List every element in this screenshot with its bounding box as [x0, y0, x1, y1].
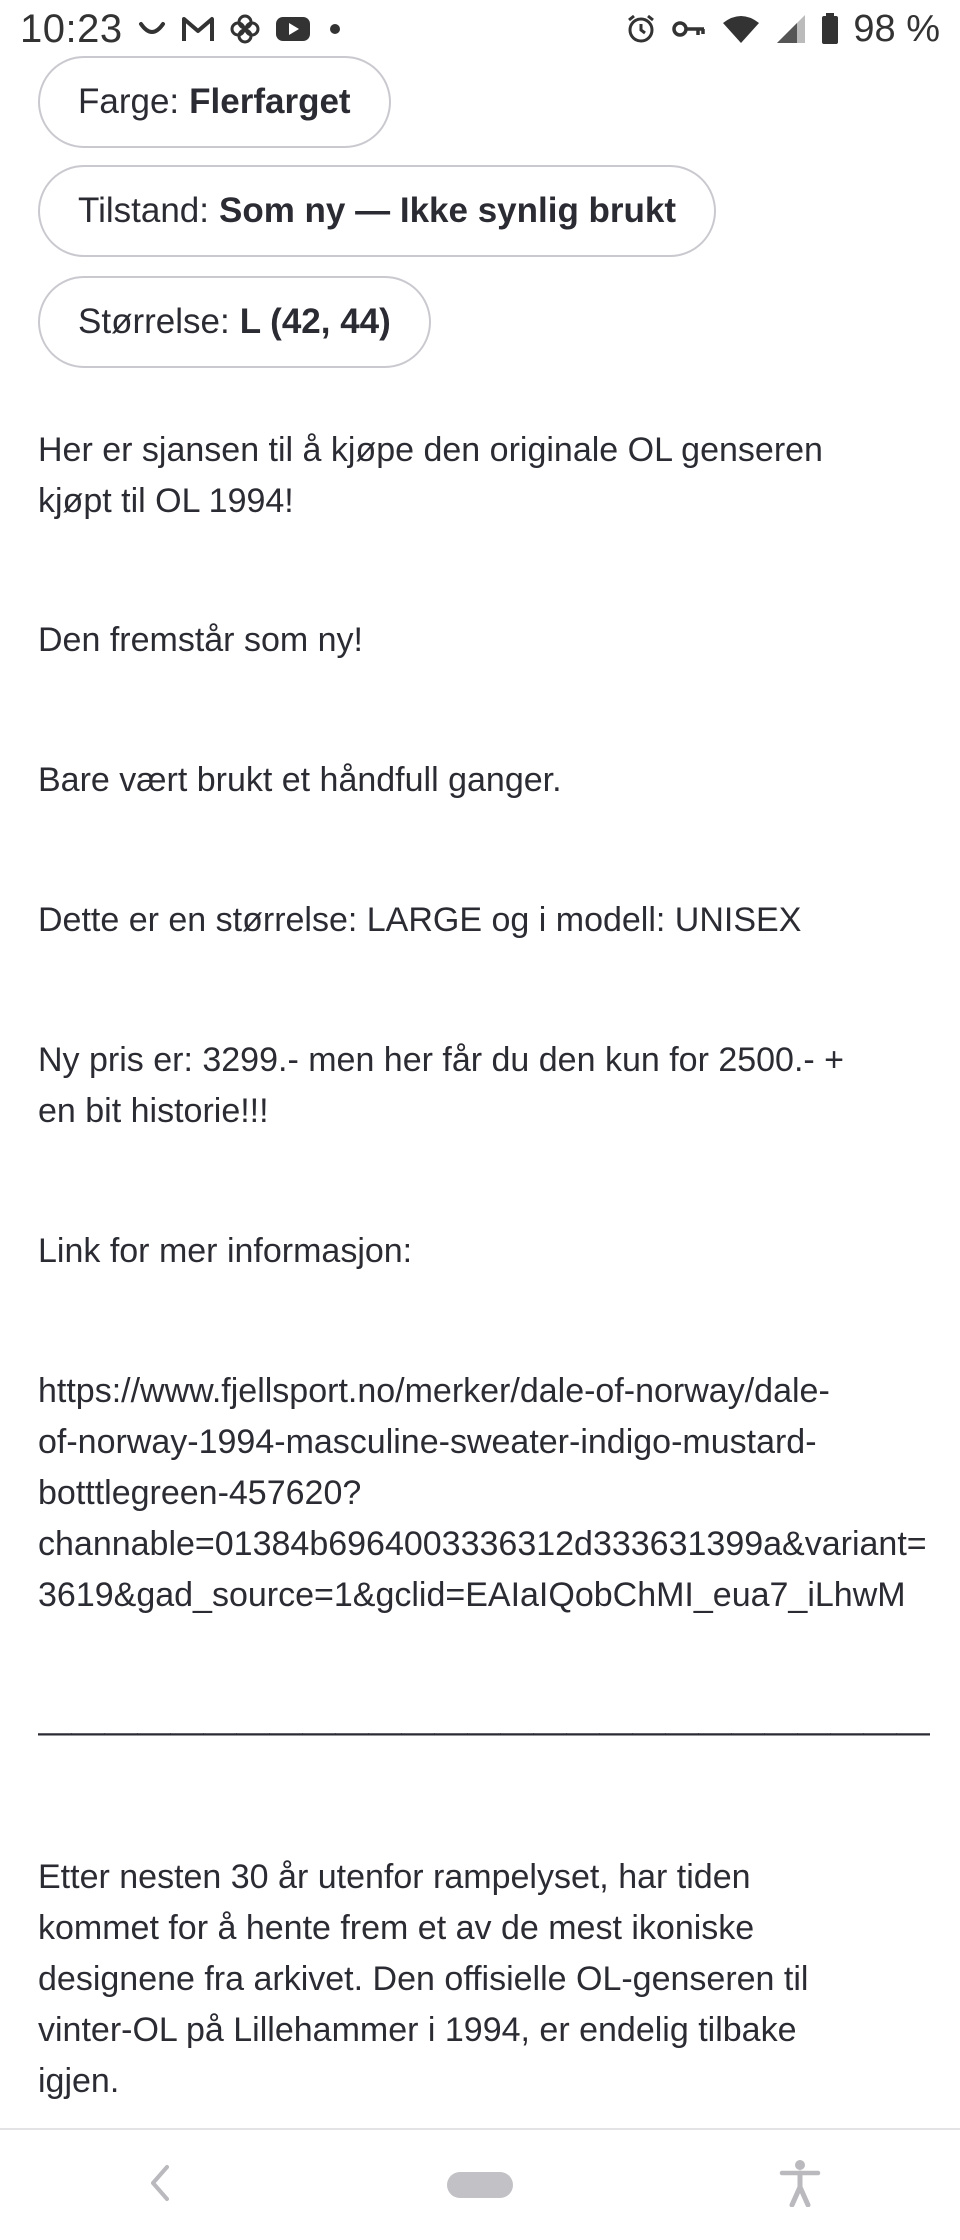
back-icon [145, 2163, 175, 2208]
description-paragraph: Ny pris er: 3299.- men her får du den kun for 2500.- + en bit historie!!! [38, 1041, 845, 1130]
condition-chip-label: Tilstand: [78, 191, 209, 230]
product-link[interactable]: https://www.fjellsport.no/merker/dale-of-norway/dale- of-norway-1994-masculine-sweater-indigo-mustard- botttlegreen-457620? channable=01384b6964003336312d333631399a&variant= 3619&gad_source=1&gclid=EAIaIQobChMI_eua7_iLhwM [38, 1372, 927, 1614]
accessibility-button[interactable] [740, 2145, 860, 2225]
battery-percentage: 98 % [853, 7, 940, 50]
color-chip-label: Farge: [78, 82, 180, 121]
color-chip-value: Flerfarget [189, 82, 351, 121]
description-paragraph: Etter nesten 30 år utenfor rampelyset, har tiden kommet for å hente frem et av de mest ikoniske designene fra arkivet. Den offisielle OL-genseren til vinter-OL på Lillehammer i 1994, er endelig tilbake igjen. [38, 1858, 809, 2100]
condition-chip-value: Som ny — Ikke synlig brukt [218, 191, 677, 230]
description-paragraph: Dette er en størrelse: LARGE og i modell: UNISEX [38, 901, 802, 939]
separator-line: ——————————————————————————— [38, 1713, 929, 1751]
home-button[interactable] [420, 2145, 540, 2225]
description-paragraph: Link for mer informasjon: [38, 1232, 413, 1270]
size-chip-label: Størrelse: [78, 302, 230, 341]
accessibility-icon [778, 2159, 822, 2212]
condition-chip [38, 165, 716, 257]
color-chip [38, 56, 391, 148]
description-paragraph: Her er sjansen til å kjøpe den originale OL genseren kjøpt til OL 1994! [38, 431, 823, 520]
home-icon [447, 2172, 513, 2198]
back-button[interactable] [100, 2145, 220, 2225]
status-time: 10:23 [20, 6, 123, 51]
description-paragraph: Bare vært brukt et håndfull ganger. [38, 761, 562, 799]
size-chip [38, 276, 431, 368]
description-paragraph: Den fremstår som ny! [38, 621, 363, 659]
size-chip-value: L (42, 44) [239, 302, 391, 341]
navigation-bar [0, 2128, 960, 2240]
